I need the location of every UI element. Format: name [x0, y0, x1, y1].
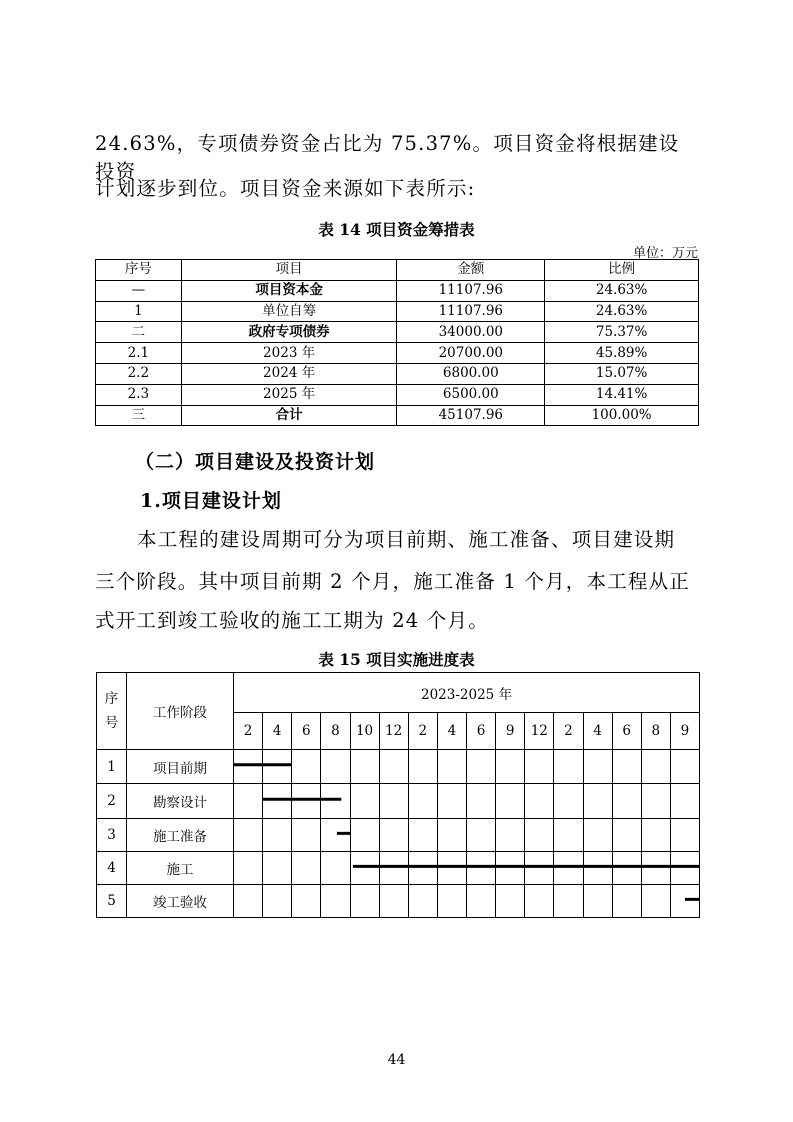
month-header: 10 [350, 713, 379, 750]
funding-table [95, 259, 699, 426]
schedule-cell [496, 885, 525, 918]
schedule-cell [496, 784, 525, 819]
schedule-cell [437, 885, 466, 918]
schedule-cell [408, 750, 437, 784]
schedule-cell [554, 852, 583, 885]
month-header: 2 [554, 713, 583, 750]
cell-no: 2.3 [96, 384, 182, 405]
month-header: 8 [321, 713, 350, 750]
schedule-cell [554, 885, 583, 918]
schedule-cell [292, 819, 321, 852]
month-header: 4 [437, 713, 466, 750]
body-line-3: 式开工到竣工验收的施工工期为 24 个月。 [95, 609, 489, 632]
schedule-cell [321, 852, 350, 885]
schedule-cell [437, 750, 466, 784]
funding-table-row [96, 405, 699, 426]
schedule-cell [641, 819, 670, 852]
funding-table-row [96, 301, 699, 322]
header-amount: 金额 [397, 260, 545, 281]
schedule-cell [292, 885, 321, 918]
schedule-cell [467, 750, 496, 784]
schedule-cell [321, 819, 350, 852]
schedule-cell [554, 784, 583, 819]
schedule-cell [467, 784, 496, 819]
cell-amount: 11107.96 [397, 301, 545, 322]
body-line-1 [95, 524, 700, 552]
stage-name: 竣工验收 [127, 885, 234, 918]
body-line-2: 三个阶段。其中项目前期 2 个月，施工准备 1 个月，本工程从正 [95, 570, 691, 593]
cell-amount: 6500.00 [397, 384, 545, 405]
cell-item: 单位自筹 [181, 301, 397, 322]
table14-caption: 表 14 项目资金筹措表 [318, 220, 475, 239]
cell-no: — [96, 280, 182, 301]
cell-ratio: 75.37% [545, 322, 699, 343]
schedule-cell [641, 852, 670, 885]
schedule-cell [496, 750, 525, 784]
schedule-cell [467, 852, 496, 885]
schedule-cell [350, 750, 379, 784]
schedule-cell [408, 784, 437, 819]
cell-no: 二 [96, 322, 182, 343]
table14-unit: 单位：万元 [632, 246, 698, 261]
schedule-cell [292, 750, 321, 784]
cell-ratio: 24.63% [545, 301, 699, 322]
stage-row [97, 852, 700, 885]
schedule-cell [496, 852, 525, 885]
schedule-cell [641, 750, 670, 784]
funding-table-row [96, 343, 699, 364]
subsection-heading: 1.项目建设计划 [140, 490, 282, 512]
schedule-cell [350, 819, 379, 852]
schedule-cell [612, 852, 641, 885]
stage-no: 5 [97, 885, 127, 918]
funding-table-header [96, 260, 699, 281]
schedule-cell [525, 819, 554, 852]
header-period: 2023-2025 年 [234, 673, 700, 713]
schedule-cell [554, 819, 583, 852]
cell-item: 合计 [181, 405, 397, 426]
section-heading: （二）项目建设及投资计划 [135, 451, 376, 473]
stage-row [97, 750, 700, 784]
schedule-cell [583, 784, 612, 819]
cell-ratio: 14.41% [545, 384, 699, 405]
header-item: 项目 [181, 260, 397, 281]
funding-table-row [96, 363, 699, 384]
month-header: 4 [263, 713, 292, 750]
schedule-cell [496, 819, 525, 852]
header-seq [97, 673, 127, 750]
cell-ratio: 15.07% [545, 363, 699, 384]
cell-item: 2025 年 [181, 384, 397, 405]
schedule-cell [467, 819, 496, 852]
schedule-cell [670, 852, 699, 885]
header-ratio: 比例 [545, 260, 699, 281]
cell-amount: 6800.00 [397, 363, 545, 384]
page-number: 44 [387, 1052, 406, 1068]
schedule-cell [554, 750, 583, 784]
schedule-cell [379, 885, 408, 918]
cell-item: 2023 年 [181, 343, 397, 364]
cell-no: 三 [96, 405, 182, 426]
schedule-cell [292, 784, 321, 819]
month-header: 6 [467, 713, 496, 750]
schedule-cell [350, 885, 379, 918]
schedule-cell [263, 885, 292, 918]
schedule-cell [612, 750, 641, 784]
schedule-cell [612, 885, 641, 918]
schedule-cell [583, 819, 612, 852]
schedule-cell [263, 750, 292, 784]
month-header: 6 [612, 713, 641, 750]
stage-no: 4 [97, 852, 127, 885]
schedule-cell [437, 784, 466, 819]
cell-item: 项目资本金 [181, 280, 397, 301]
schedule-cell [583, 885, 612, 918]
schedule-cell [379, 784, 408, 819]
stage-name: 勘察设计 [127, 784, 234, 819]
cell-amount: 34000.00 [397, 322, 545, 343]
schedule-cell [612, 819, 641, 852]
schedule-cell [525, 750, 554, 784]
schedule-cell [670, 784, 699, 819]
stage-name: 项目前期 [127, 750, 234, 784]
body-line-1-text: 本工程的建设周期可分为项目前期、施工准备、项目建设期 [137, 528, 676, 551]
stage-no: 3 [97, 819, 127, 852]
schedule-header-row [97, 673, 700, 713]
schedule-cell [670, 750, 699, 784]
schedule-cell [263, 819, 292, 852]
schedule-cell [292, 852, 321, 885]
stage-name: 施工准备 [127, 819, 234, 852]
schedule-cell [234, 784, 263, 819]
month-header: 4 [583, 713, 612, 750]
schedule-cell [263, 784, 292, 819]
schedule-cell [525, 885, 554, 918]
month-header: 2 [234, 713, 263, 750]
schedule-cell [408, 819, 437, 852]
schedule-cell [583, 852, 612, 885]
header-seq-text: 序号 [104, 691, 119, 731]
stage-name: 施工 [127, 852, 234, 885]
schedule-table [96, 672, 700, 918]
intro-line-2: 计划逐步到位。项目资金来源如下表所示: [95, 177, 476, 200]
month-header: 2 [408, 713, 437, 750]
table15-caption: 表 15 项目实施进度表 [318, 650, 475, 669]
schedule-cell [525, 852, 554, 885]
funding-table-row [96, 384, 699, 405]
funding-table-row [96, 280, 699, 301]
schedule-cell [321, 784, 350, 819]
month-header: 6 [292, 713, 321, 750]
cell-item: 2024 年 [181, 363, 397, 384]
cell-ratio: 45.89% [545, 343, 699, 364]
stage-no: 2 [97, 784, 127, 819]
header-stage: 工作阶段 [127, 673, 234, 750]
cell-amount: 20700.00 [397, 343, 545, 364]
schedule-cell [234, 819, 263, 852]
schedule-cell [321, 885, 350, 918]
cell-no: 2.2 [96, 363, 182, 384]
cell-no: 2.1 [96, 343, 182, 364]
funding-table-row [96, 322, 699, 343]
schedule-cell [641, 784, 670, 819]
schedule-cell [379, 750, 408, 784]
schedule-cell [234, 852, 263, 885]
month-header: 12 [525, 713, 554, 750]
month-header: 9 [670, 713, 699, 750]
month-header: 9 [496, 713, 525, 750]
stage-no: 1 [97, 750, 127, 784]
schedule-cell [525, 784, 554, 819]
cell-amount: 45107.96 [397, 405, 545, 426]
schedule-cell [408, 885, 437, 918]
schedule-cell [583, 750, 612, 784]
intro-line-1: 24.63%，专项债券资金占比为 75.37%。项目资金将根据建设投资 [95, 132, 680, 183]
schedule-cell [437, 852, 466, 885]
stage-row [97, 885, 700, 918]
schedule-cell [379, 819, 408, 852]
schedule-cell [641, 885, 670, 918]
schedule-cell [234, 750, 263, 784]
cell-ratio: 100.00% [545, 405, 699, 426]
schedule-cell [263, 852, 292, 885]
schedule-cell [408, 852, 437, 885]
schedule-cell [379, 852, 408, 885]
month-header: 12 [379, 713, 408, 750]
schedule-cell [234, 885, 263, 918]
cell-ratio: 24.63% [545, 280, 699, 301]
stage-row [97, 784, 700, 819]
cell-amount: 11107.96 [397, 280, 545, 301]
schedule-cell [467, 885, 496, 918]
schedule-cell [437, 819, 466, 852]
schedule-cell [670, 819, 699, 852]
cell-item: 政府专项债券 [181, 322, 397, 343]
month-header: 8 [641, 713, 670, 750]
header-no: 序号 [96, 260, 182, 281]
cell-no: 1 [96, 301, 182, 322]
schedule-cell [670, 885, 699, 918]
schedule-cell [350, 784, 379, 819]
schedule-cell [350, 852, 379, 885]
schedule-cell [321, 750, 350, 784]
stage-row [97, 819, 700, 852]
schedule-cell [612, 784, 641, 819]
